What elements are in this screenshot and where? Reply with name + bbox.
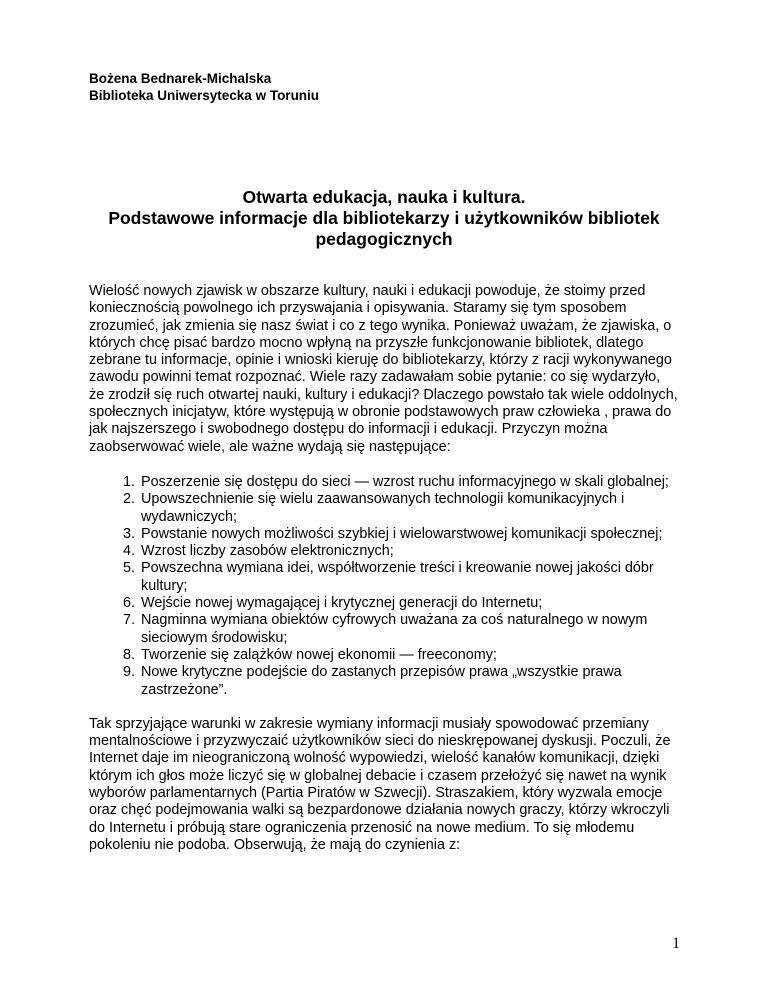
list-item: 8. Tworzenie się zalążków nowej ekonomii — freeconomy; bbox=[139, 647, 679, 664]
list-item: 2. Upowszechnienie się wielu zaawansowanych technologii komunikacyjnych i wydawniczych; bbox=[139, 491, 679, 526]
title-line-2: Podstawowe informacje dla bibliotekarzy i użytkowników bibliotek bbox=[108, 208, 660, 228]
list-item: 9. Nowe krytyczne podejście do zastanych przepisów prawa „wszystkie prawa zastrzeżone”. bbox=[139, 664, 679, 699]
list-item: 7. Nagminna wymiana obiektów cyfrowych uważana za coś naturalnego w nowym sieciowym środowisku; bbox=[139, 612, 679, 647]
intro-paragraph: Wielość nowych zjawisk w obszarze kultury, nauki i edukacji powoduje, że stoimy przed koniecznością powolnego ich przyswajania i opisywania. Staramy się tym sposobem zrozumieć, jak zmienia się nasz świat i co z tego wynika. Ponieważ uważam, że zjawiska, o których chcę pisać bardzo mocno wpłyną na przyszłe funkcjonowanie bibliotek, dlatego zebrane tu informacje, opinie i wnioski kieruję do bibliotekarzy, którzy z racji wykonywanego zawodu powinni temat rozpoznać. Wiele razy zadawałam sobie pytanie: co się wydarzyło, że zrodził się ruch otwartej nauki, kultury i edukacji? Dlaczego powstało tak wiele oddolnych, społecznych inicjatyw, które występują w obronie podstawowych praw człowieka , prawa do jak najszerszego i swobodnego dostępu do informacji i edukacji. Przyczyn można zaobserwować wiele, ale ważne wydają się następujące: bbox=[89, 283, 678, 455]
list-item: 5. Powszechna wymiana idei, współtworzenie treści i kreowanie nowej jakości dóbr kultury; bbox=[139, 560, 679, 595]
author-institution: Biblioteka Uniwersytecka w Toruniu bbox=[89, 88, 320, 103]
page-number: 1 bbox=[672, 935, 680, 952]
author-block bbox=[89, 70, 679, 104]
list-item: 4. Wzrost liczby zasobów elektronicznych; bbox=[139, 543, 679, 560]
author-name: Bożena Bednarek-Michalska bbox=[89, 71, 272, 86]
second-paragraph: Tak sprzyjające warunki w zakresie wymiany informacji musiały spowodować przemiany mentalnościowe i przyzwyczaić użytkowników sieci do nieskrępowanej dyskusji. Poczuli, że Internet daje im nieograniczoną wolność wypowiedzi, wielość kanałów komunikacji, dzięki którym ich głos może liczyć się w globalnej debacie i czasem przełożyć się nawet na wynik wyborów parlamentarnych (Partia Piratów w Szwecji). Straszakiem, który wyzwala emocje oraz chęć podejmowania walki są bezpardonowe działania nowych graczy, którzy wkroczyli do Internetu i próbują stare ograniczenia przenosić na nowe medium. To się młodemu pokoleniu nie podoba. Obserwują, że mają do czynienia z: bbox=[89, 715, 671, 853]
reasons-list bbox=[89, 474, 679, 699]
document-page bbox=[89, 70, 679, 869]
title-line-1: Otwarta edukacja, nauka i kultura. bbox=[242, 187, 526, 207]
list-item: 6. Wejście nowej wymagającej i krytycznej generacji do Internetu; bbox=[139, 595, 679, 612]
document-title bbox=[89, 187, 679, 250]
list-item: 3. Powstanie nowych możliwości szybkiej i wielowarstwowej komunikacji społecznej; bbox=[139, 526, 679, 543]
list-item: 1. Poszerzenie się dostępu do sieci — wzrost ruchu informacyjnego w skali globalnej; bbox=[139, 474, 679, 491]
title-line-3: pedagogicznych bbox=[315, 229, 453, 249]
